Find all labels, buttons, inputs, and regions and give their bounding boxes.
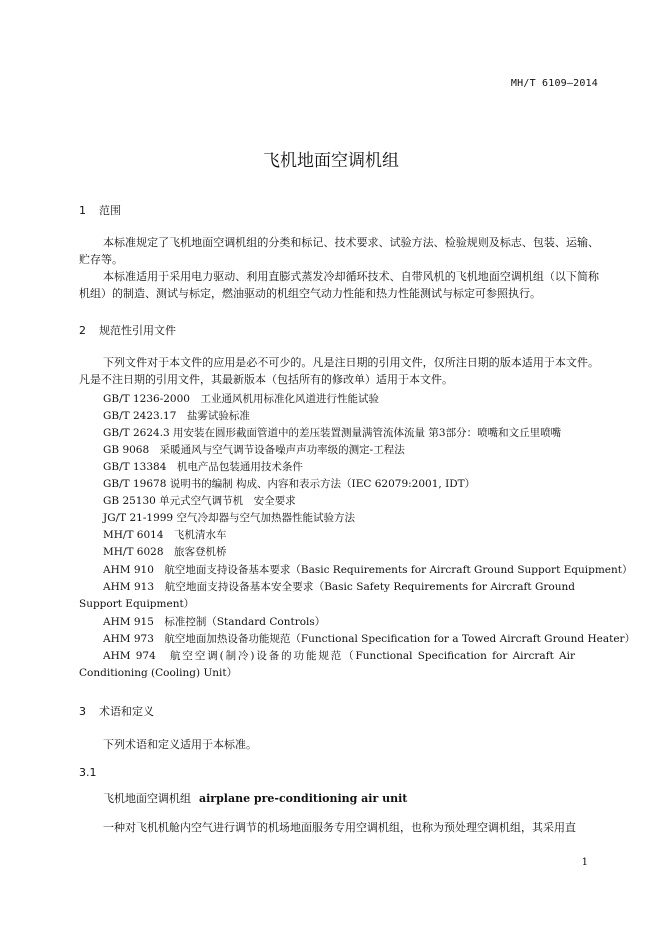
ref-item: GB 25130 单元式空气调节机 安全要求 — [103, 495, 296, 507]
ref-item: AHM 973 航空地面加热设备功能规范（Functional Specification for a Towed Aircraft Ground Heater） — [103, 633, 636, 645]
ref-item: GB/T 1236-2000 工业通风机用标准化风道进行性能试验 — [103, 393, 379, 405]
ref-item: GB 9068 采暖通风与空气调节设备噪声声功率级的测定-工程法 — [103, 444, 405, 456]
subsection-number: 3.1 — [79, 766, 97, 779]
section-number: 3 — [79, 705, 86, 718]
ref-item: GB/T 19678 说明书的编制 构成、内容和表示方法（IEC 62079:2001, IDT） — [103, 478, 476, 490]
section-number: 2 — [79, 324, 86, 337]
section-title: 范围 — [99, 204, 121, 217]
section-1-para-1: 本标准规定了飞机地面空调机组的分类和标记、技术要求、试验方法、检验规则及标志、包装、运输、贮存等。 — [79, 236, 599, 266]
term-english: airplane pre-conditioning air unit — [199, 792, 408, 805]
section-title: 术语和定义 — [99, 705, 154, 718]
page-title: 飞机地面空调机组 — [263, 151, 399, 171]
ref-item: AHM 913 航空地面支持设备基本安全要求（Basic Safety Requirements for Aircraft Ground Support Equipment） — [79, 581, 575, 610]
section-2-para-1: 下列文件对于本文件的应用是必不可少的。凡是注日期的引用文件，仅所注日期的版本适用于本文件。凡是不注日期的引用文件，其最新版本（包括所有的修改单）适用于本文件。 — [79, 356, 599, 386]
ref-item: MH/T 6028 旅客登机桥 — [103, 546, 227, 558]
section-1-para-2: 本标准适用于采用电力驱动、利用直膨式蒸发冷却循环技术、自带风机的飞机地面空调机组（以下简称机组）的制造、测试与标定，燃油驱动的机组空气动力性能和热力性能测试与标定可参照执行。 — [79, 270, 599, 300]
ref-item: AHM 915 标准控制（Standard Controls） — [103, 616, 326, 628]
section-title: 规范性引用文件 — [99, 324, 176, 337]
ref-item: AHM 974 航空空调(制冷)设备的功能规范（Functional Specification for Aircraft Air Conditioning (Cooling) Unit） — [79, 650, 575, 679]
section-number: 1 — [79, 204, 86, 217]
ref-item: AHM 910 航空地面支持设备基本要求（Basic Requirements for Aircraft Ground Support Equipment） — [103, 564, 633, 576]
ref-item: GB/T 2423.17 盐雾试验标准 — [103, 410, 250, 422]
page-number: 1 — [581, 857, 588, 868]
ref-item: JG/T 21-1999 空气冷却器与空气加热器性能试验方法 — [103, 512, 355, 524]
term-chinese: 飞机地面空调机组 — [103, 792, 191, 805]
ref-item: GB/T 2624.3 用安装在圆形截面管道中的差压装置测量满管流体流量 第3部分：喷嘴和文丘里喷嘴 — [103, 427, 562, 439]
term-entry — [103, 790, 407, 806]
term-definition: 一种对飞机机舱内空气进行调节的机场地面服务专用空调机组，也称为预处理空调机组，其采用直 — [103, 821, 576, 834]
section-1-heading — [79, 202, 121, 218]
standard-code: MH/T 6109—2014 — [510, 78, 598, 89]
ref-item: GB/T 13384 机电产品包装通用技术条件 — [103, 461, 303, 473]
ref-item: MH/T 6014 飞机清水车 — [103, 529, 227, 541]
section-3-heading — [79, 703, 154, 719]
section-3-para-1: 下列术语和定义适用于本标准。 — [103, 738, 257, 751]
section-2-heading — [79, 322, 176, 338]
